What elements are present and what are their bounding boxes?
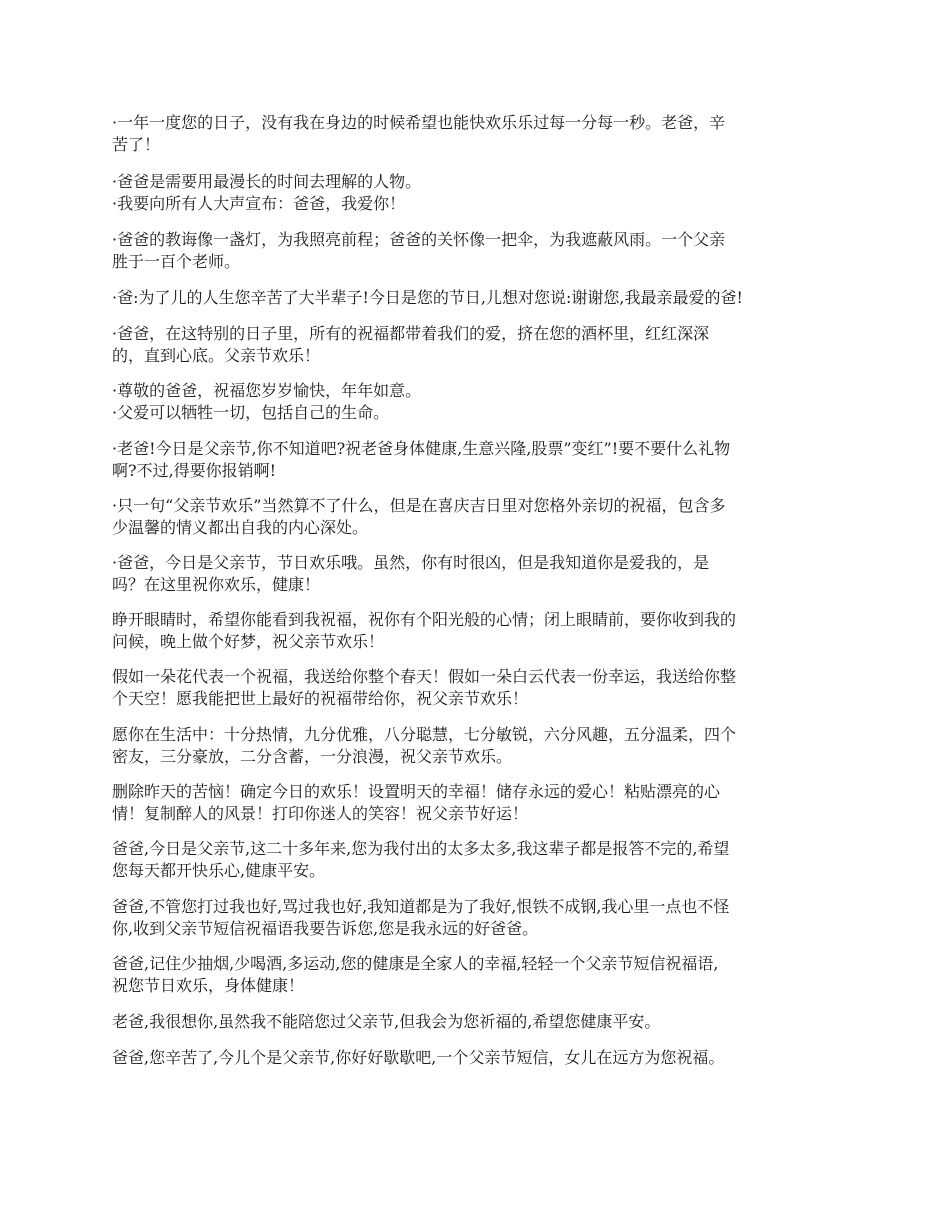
text-line: ·爸爸，今日是父亲节，节日欢乐哦。虽然，你有时很凶，但是我知道你是爱我的，是 [112,553,710,572]
text-line: 爸爸,今日是父亲节,这二十多年来,您为我付出的太多太多,我这辈子都是报答不完的,希望 [112,839,730,858]
paragraph-17 [112,1011,842,1033]
paragraph-3 [112,229,842,273]
paragraph-8 [112,495,842,539]
paragraph-13 [112,781,842,825]
text-line: ·只一句“父亲节欢乐”当然算不了什么，但是在喜庆吉日里对您格外亲切的祝福，包含多 [112,496,726,515]
paragraph-10 [112,609,842,653]
text-line: 爸爸,您辛苦了,今儿个是父亲节,你好好歇歇吧,一个父亲节短信，女儿在远方为您祝福。 [112,1048,725,1067]
paragraph-15 [112,896,842,940]
text-line: ·爸:为了儿的人生您辛苦了大半辈子!今日是您的节日,儿想对您说:谢谢您,我最亲最爱的爸! [112,288,743,307]
text-line: ·老爸!今日是父亲节,你不知道吧?祝老爸身体健康,生意兴隆,股票”变红”!要不要什么礼物 [112,439,731,458]
text-line: ·一年一度您的日子，没有我在身边的时候希望也能快欢乐乐过每一分每一秒。老爸，辛 [112,113,726,132]
text-line: 删除昨天的苦恼！确定今日的欢乐！设置明天的幸福！储存永远的爱心！粘贴漂亮的心 [112,782,721,801]
text-line: ·尊敬的爸爸，祝福您岁岁愉快，年年如意。 [112,381,422,400]
paragraph-9 [112,552,842,596]
text-line: ·爸爸的教诲像一盏灯，为我照亮前程；爸爸的关怀像一把伞，为我遮蔽风雨。一个父亲 [112,230,726,249]
text-line: 老爸,我很想你,虽然我不能陪您过父亲节,但我会为您祈福的,希望您健康平安。 [112,1012,661,1031]
text-line: ·爸爸，在这特别的日子里，所有的祝福都带着我们的爱，挤在您的酒杯里，红红深深 [112,324,710,343]
text-line: 爸爸,记住少抽烟,少喝酒,多运动,您的健康是全家人的幸福,轻轻一个父亲节短信祝福语, [112,954,719,973]
text-line: 您每天都开快乐心,健康平安。 [112,861,326,880]
text-line: 你,收到父亲节短信祝福语我要告诉您,您是我永远的好爸爸。 [112,919,539,938]
text-line: 密友，三分豪放，二分含蓄，一分浪漫，祝父亲节欢乐。 [112,747,513,766]
text-line: 愿你在生活中：十分热情，九分优雅，八分聪慧，七分敏锐，六分风趣，五分温柔，四个 [112,725,737,744]
paragraph-18 [112,1047,842,1069]
text-line: 睁开眼睛时，希望你能看到我祝福，祝你有个阳光般的心情；闭上眼睛前，要你收到我的 [112,610,737,629]
paragraph-16 [112,953,842,997]
paragraph-14 [112,838,842,882]
paragraph-1 [112,112,842,156]
text-line: 个天空！愿我能把世上最好的祝福带给你，祝父亲节欢乐！ [112,689,529,708]
text-line: 少温馨的情义都出自我的内心深处。 [112,518,369,537]
text-line: 假如一朵花代表一个祝福，我送给你整个春天！假如一朵白云代表一份幸运，我送给你整 [112,667,737,686]
paragraph-5 [112,323,842,367]
text-line: 的，直到心底。父亲节欢乐！ [112,346,321,365]
text-line: 爸爸,不管您打过我也好,骂过我也好,我知道都是为了我好,恨铁不成钢,我心里一点也不怪 [112,897,730,916]
paragraph-12 [112,724,842,768]
paragraph-2 [112,171,842,215]
paragraph-7 [112,438,842,482]
text-line: 啊?不过,得要你报销啊! [112,461,277,480]
paragraph-4 [112,287,842,309]
text-line: 胜于一百个老师。 [112,252,241,271]
text-line: 问候，晚上做个好梦，祝父亲节欢乐！ [112,632,385,651]
paragraph-11 [112,666,842,710]
text-line: ·爸爸是需要用最漫长的时间去理解的人物。 [112,172,422,191]
text-line: 吗？在这里祝你欢乐，健康！ [112,575,321,594]
text-line: 苦了！ [112,135,161,154]
text-line: 祝您节日欢乐，身体健康！ [112,976,305,995]
paragraph-6 [112,380,842,424]
text-line: ·我要向所有人大声宣布：爸爸，我爱你！ [112,194,406,213]
text-line: ·父爱可以牺牲一切，包括自己的生命。 [112,403,390,422]
text-line: 情！复制醉人的风景！打印你迷人的笑容！祝父亲节好运！ [112,804,529,823]
